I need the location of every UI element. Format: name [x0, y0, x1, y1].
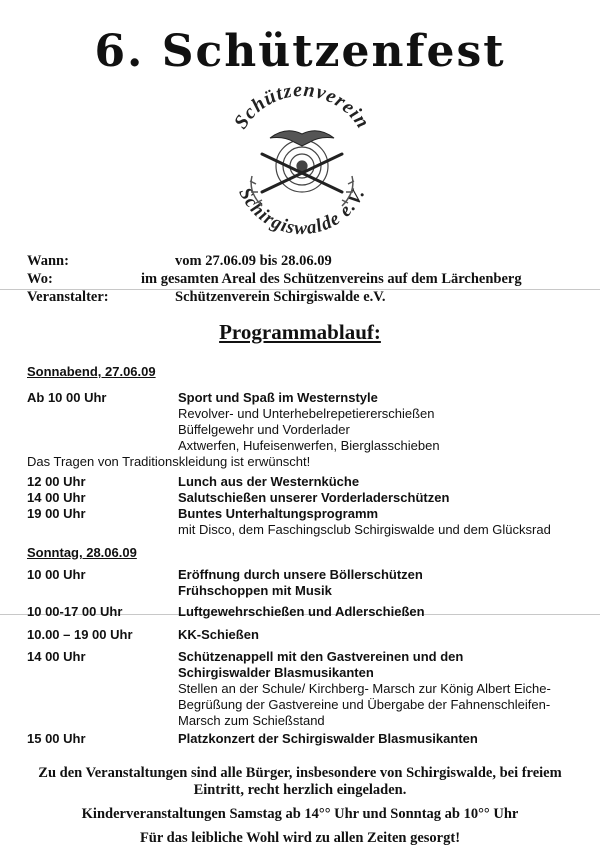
day2-e4-line1: Stellen an der Schule/ Kirchberg- Marsch zur König Albert Eiche-: [178, 681, 551, 696]
day1-e1-time: Ab 10 00 Uhr: [27, 390, 107, 405]
day1-e1-line2: Büffelgewehr und Vorderlader: [178, 422, 350, 437]
day1-e2-time: 12 00 Uhr: [27, 474, 86, 489]
footer-line1: Zu den Veranstaltungen sind alle Bürger, insbesondere von Schirgiswalde, bei freiem: [38, 765, 562, 781]
day2-e1-line1: Frühschoppen mit Musik: [178, 583, 332, 598]
day2-e1-time: 10 00 Uhr: [27, 567, 86, 582]
crossed-rifles-icon: [262, 154, 342, 192]
day1-e3-time: 14 00 Uhr: [27, 490, 86, 505]
programm-heading: Programmablauf:: [219, 320, 381, 344]
veranstalter-value: Schützenverein Schirgiswalde e.V.: [175, 289, 386, 305]
day2-e3-title: KK-Schießen: [178, 627, 259, 642]
day2-e5-title: Platzkonzert der Schirgiswalder Blasmusikanten: [178, 731, 478, 746]
day2-e5-time: 15 00 Uhr: [27, 731, 86, 746]
veranstalter-label: Veranstalter:: [27, 289, 109, 305]
day2-heading: Sonntag, 28.06.09: [27, 545, 137, 560]
footer-line2: Eintritt, recht herzlich eingeladen.: [193, 782, 407, 798]
page-title: 6. Schützenfest: [94, 26, 506, 77]
club-logo: [222, 80, 382, 240]
day2-e4-line3: Marsch zum Schießstand: [178, 713, 325, 728]
day1-e2-title: Lunch aus der Westernküche: [178, 474, 360, 489]
eagle-icon: [270, 131, 334, 146]
day1-e1-note: Das Tragen von Traditionskleidung ist erwünscht!: [27, 454, 311, 469]
day1-e4-title: Buntes Unterhaltungsprogramm: [178, 506, 379, 521]
day1-heading: Sonnabend, 27.06.09: [27, 364, 156, 379]
wann-label: Wann:: [27, 253, 69, 269]
footer-line3: Kinderveranstaltungen Samstag ab 14°° Uhr und Sonntag ab 10°° Uhr: [81, 806, 519, 822]
day2-e3-time: 10.00 – 19 00 Uhr: [27, 627, 133, 642]
wo-value: im gesamten Areal des Schützenvereins auf dem Lärchenberg: [141, 271, 522, 287]
day1-e1-title: Sport und Spaß im Westernstyle: [178, 390, 378, 405]
day1-e1-line1: Revolver- und Unterhebelrepetiererschießen: [178, 406, 435, 421]
wann-value: vom 27.06.09 bis 28.06.09: [175, 253, 332, 269]
day2-e4-time: 14 00 Uhr: [27, 649, 86, 664]
day1-e4-time: 19 00 Uhr: [27, 506, 86, 521]
day1-e1-line3: Axtwerfen, Hufeisenwerfen, Bierglasschieben: [178, 438, 440, 453]
logo-top-text: Schützenverein: [229, 80, 375, 133]
logo-bottom-text: Schirgiswalde e.V.: [234, 184, 370, 240]
day2-e2-title: Luftgewehrschießen und Adlerschießen: [178, 604, 425, 619]
day1-e4-line1: mit Disco, dem Faschingsclub Schirgiswalde und dem Glücksrad: [178, 522, 551, 537]
day2-e2-time: 10 00-17 00 Uhr: [27, 604, 123, 619]
day2-e4-title: Schützenappell mit den Gastvereinen und den: [178, 649, 464, 664]
day2-e4-title2: Schirgiswalder Blasmusikanten: [178, 665, 374, 680]
day1-e3-title: Salutschießen unserer Vorderladerschützen: [178, 490, 450, 505]
day2-e1-title: Eröffnung durch unsere Böllerschützen: [178, 567, 423, 582]
wo-label: Wo:: [27, 271, 53, 287]
footer-line4: Für das leibliche Wohl wird zu allen Zeiten gesorgt!: [139, 830, 461, 846]
day2-e4-line2: Begrüßung der Gastvereine und Übergabe der Fahnenschleifen-: [178, 697, 551, 712]
